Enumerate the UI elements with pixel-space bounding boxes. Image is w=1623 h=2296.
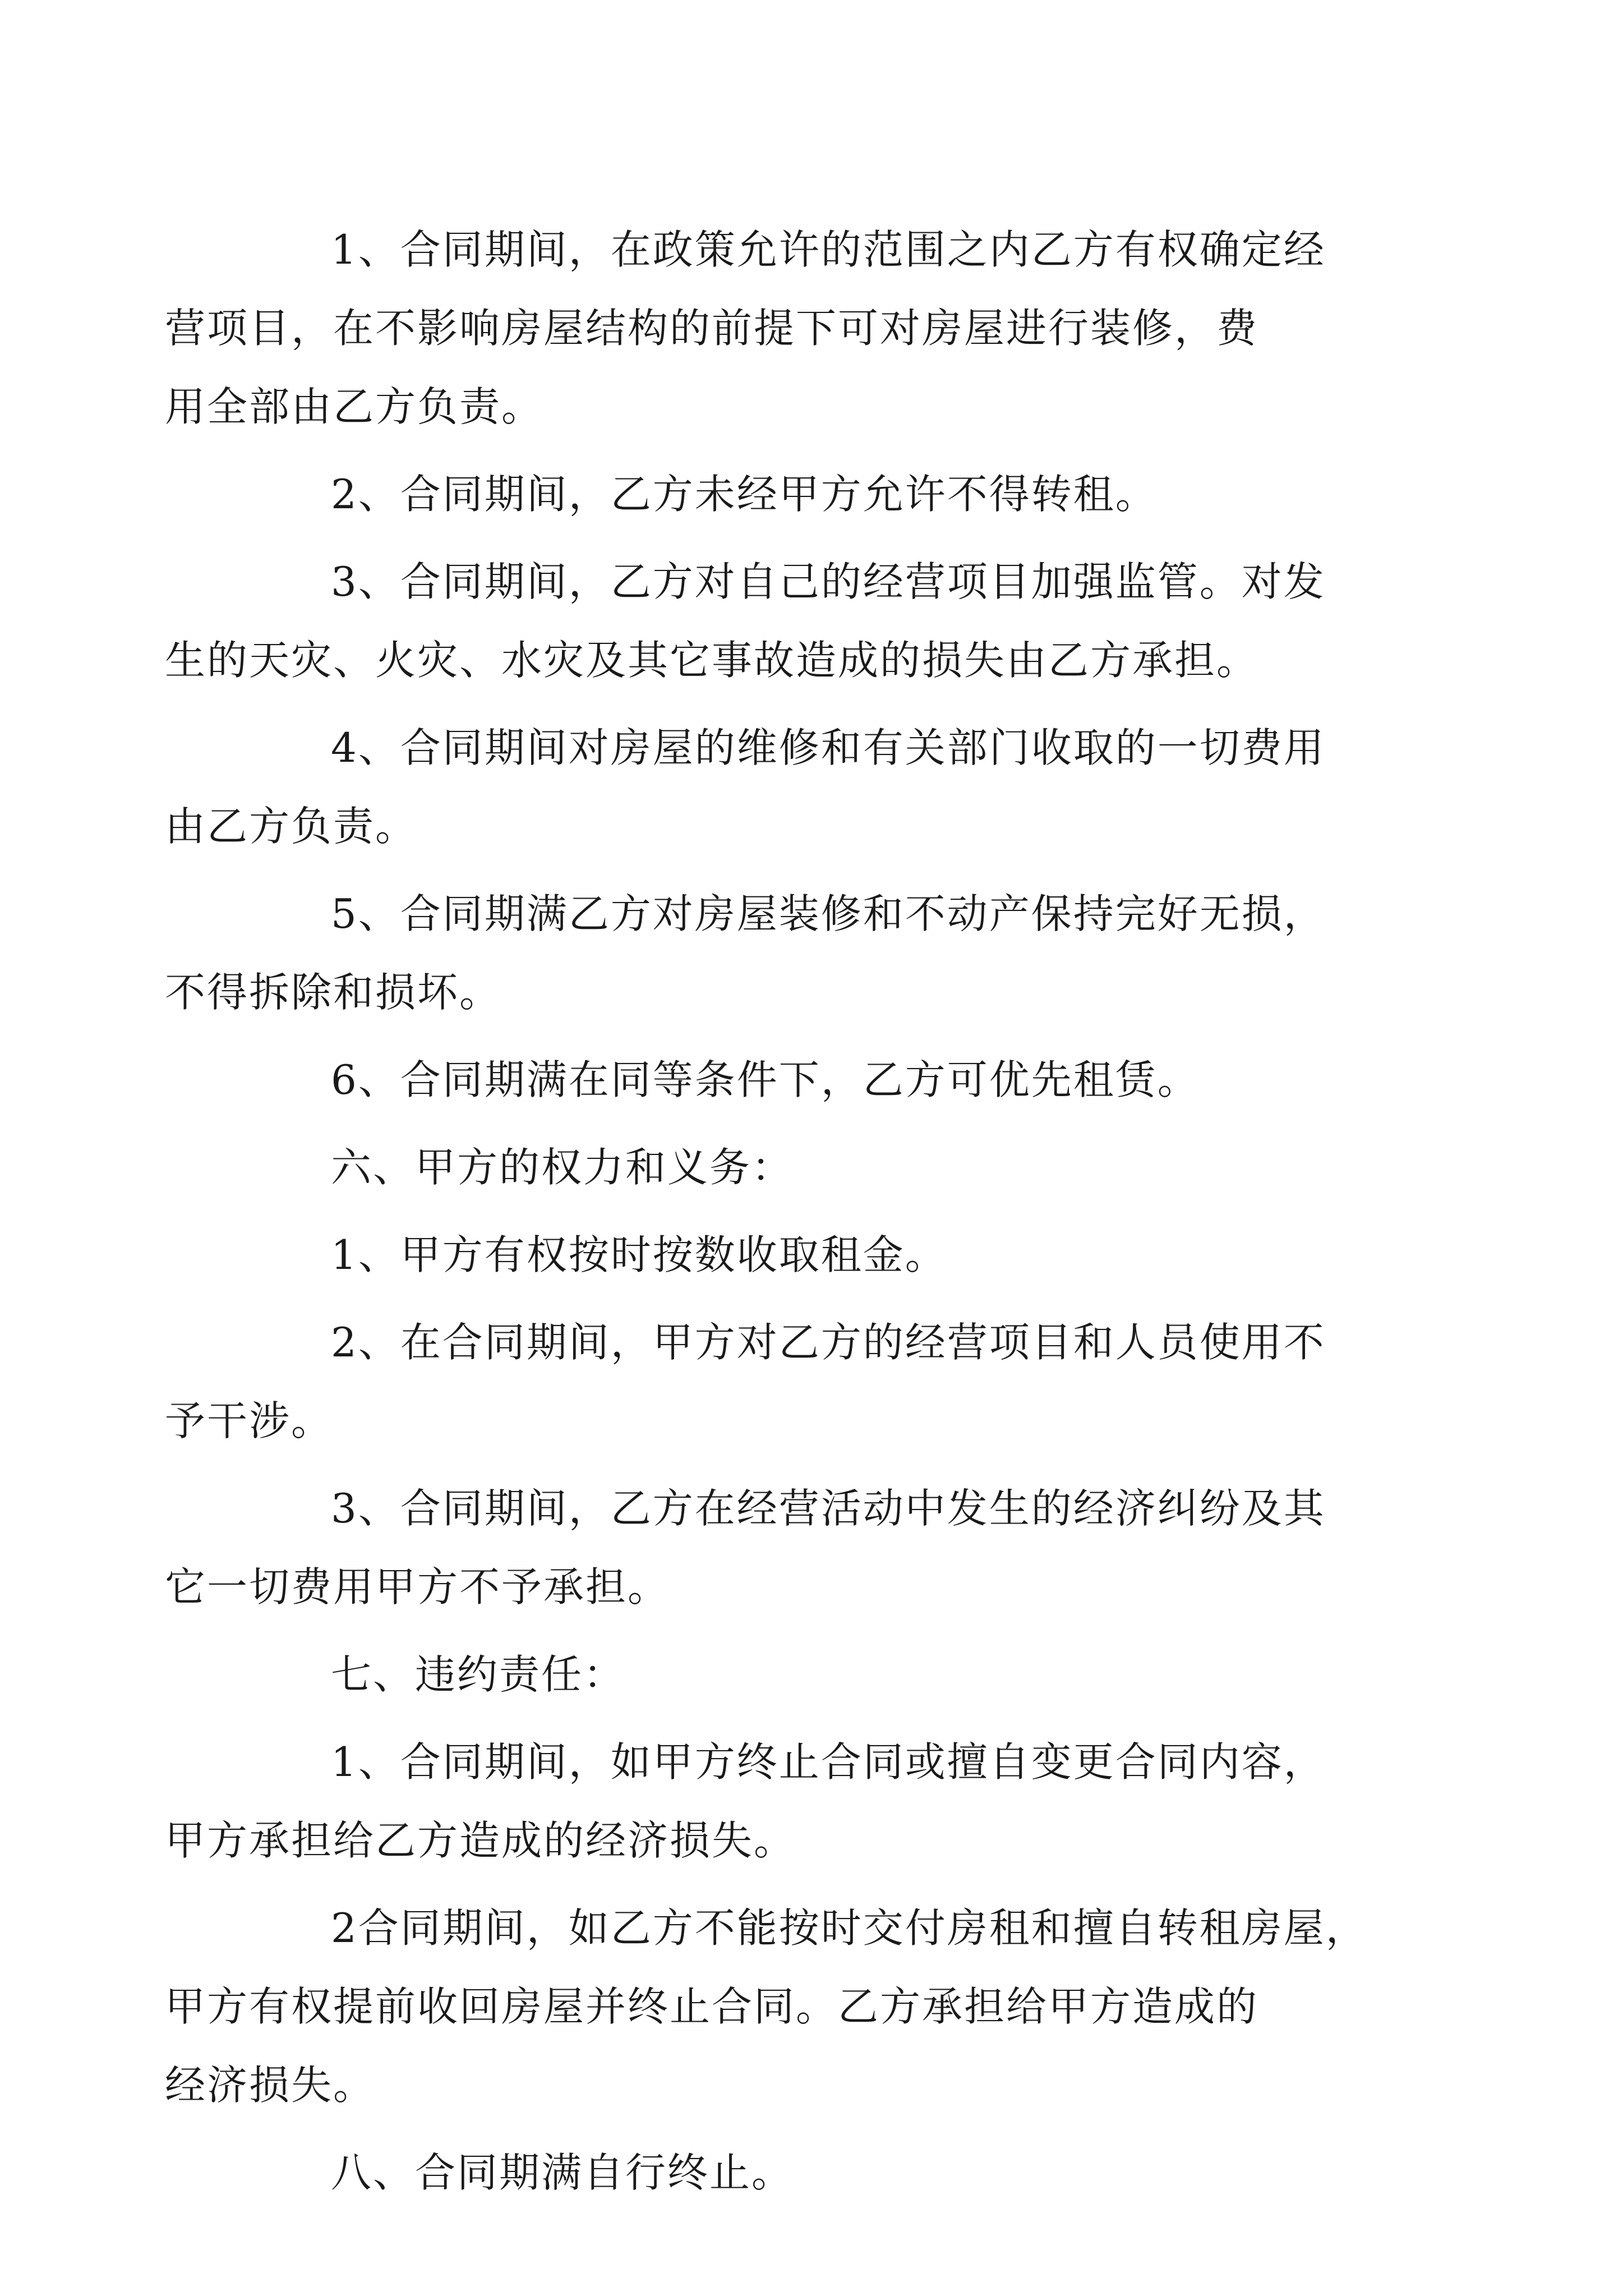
- paragraph-1: [165, 210, 1386, 446]
- paragraph-13: [165, 1889, 1386, 2124]
- paragraph-3: [165, 542, 1386, 700]
- document-body: [165, 210, 1386, 2221]
- paragraph-line: 七、违约责任：: [331, 1651, 626, 1698]
- paragraph-line: 6、合同期满在同等条件下，乙方可优先租赁。: [331, 1056, 1200, 1103]
- section-heading-6: [248, 1128, 1386, 1207]
- paragraph-line: 八、合同期满自行终止。: [331, 2149, 794, 2196]
- paragraph-6: [248, 1041, 1386, 1119]
- paragraph-line: 甲方承担给乙方造成的经济损失。: [165, 1817, 796, 1864]
- section-heading-8: [248, 2133, 1386, 2212]
- paragraph-line: 经济损失。: [165, 2062, 376, 2109]
- paragraph-8: [248, 1216, 1386, 1294]
- paragraph-5: [165, 875, 1386, 1032]
- paragraph-line: 3、合同期间，乙方对自己的经营项目加强监管。对发: [331, 558, 1326, 605]
- paragraph-line: 它一切费用甲方不予承担。: [165, 1563, 670, 1611]
- paragraph-line: 甲方有权提前收回房屋并终止合同。乙方承担给甲方造成的: [165, 1983, 1259, 2030]
- paragraph-line: 2、在合同期间，甲方对乙方的经营项目和人员使用不: [331, 1319, 1326, 1366]
- paragraph-line: 予干涉。: [165, 1397, 334, 1444]
- paragraph-line: 由乙方负责。: [165, 803, 418, 850]
- paragraph-10: [165, 1469, 1386, 1626]
- paragraph-line: 1、甲方有权按时按数收取租金。: [331, 1231, 947, 1278]
- paragraph-line: 用全部由乙方负责。: [165, 383, 544, 430]
- paragraph-line: 5、合同期满乙方对房屋装修和不动产保持完好无损，: [331, 890, 1326, 937]
- paragraph-9: [165, 1303, 1386, 1460]
- paragraph-line: 3、合同期间，乙方在经营活动中发生的经济纠纷及其: [331, 1485, 1326, 1532]
- paragraph-line: 1、合同期间，在政策允许的范围之内乙方有权确定经: [331, 226, 1326, 273]
- paragraph-line: 生的天灾、火灾、水灾及其它事故造成的损失由乙方承担。: [165, 637, 1259, 684]
- paragraph-line: 1、合同期间，如甲方终止合同或擅自变更合同内容，: [331, 1738, 1326, 1786]
- section-heading-7: [248, 1635, 1386, 1714]
- paragraph-line: 2、合同期间，乙方未经甲方允许不得转租。: [331, 471, 1158, 518]
- paragraph-2: [248, 455, 1386, 533]
- paragraph-line: 不得拆除和损坏。: [165, 969, 502, 1016]
- paragraph-line: 六、甲方的权力和义务：: [331, 1144, 794, 1191]
- paragraph-4: [165, 708, 1386, 866]
- paragraph-line: 4、合同期间对房屋的维修和有关部门收取的一切费用: [331, 724, 1326, 771]
- paragraph-line: 2合同期间，如乙方不能按时交付房租和擅自转租房屋，: [331, 1904, 1368, 1952]
- paragraph-12: [165, 1723, 1386, 1880]
- paragraph-line: 营项目，在不影响房屋结构的前提下可对房屋进行装修，费: [165, 305, 1259, 352]
